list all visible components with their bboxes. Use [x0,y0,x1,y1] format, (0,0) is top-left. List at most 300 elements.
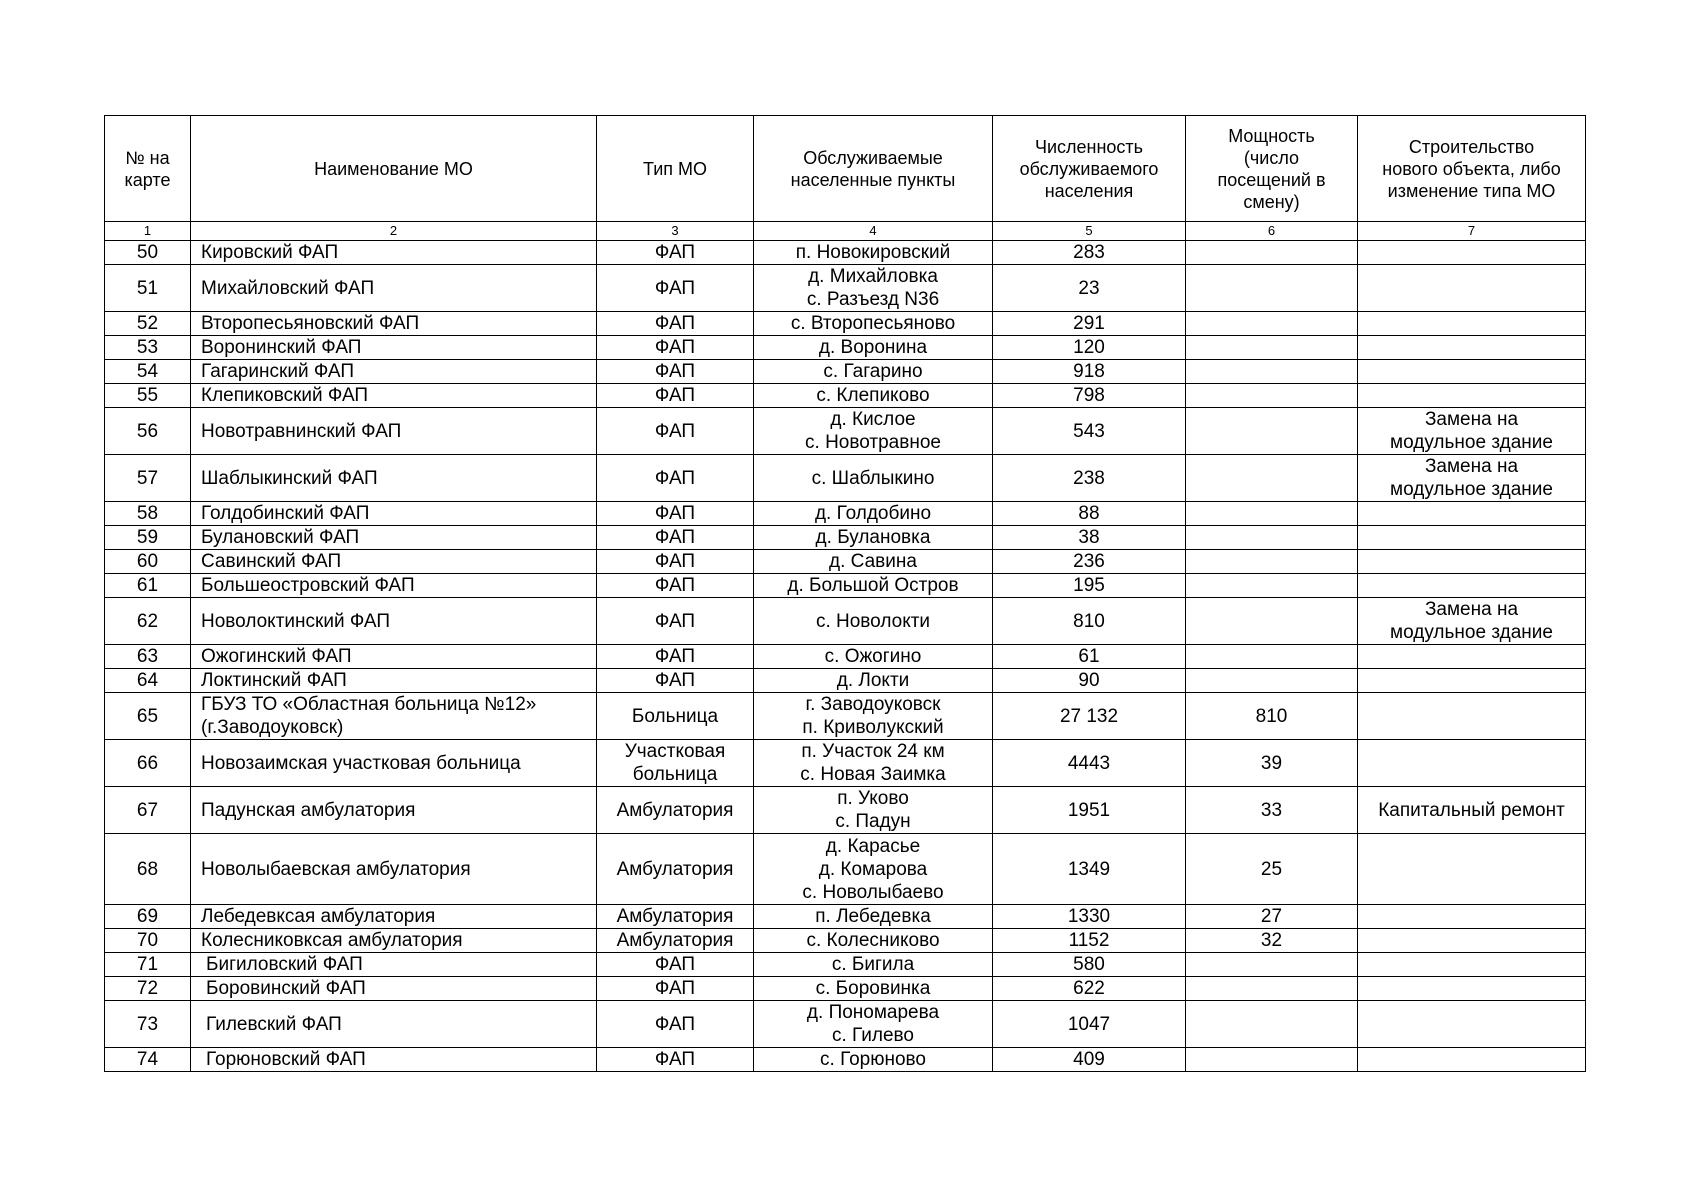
mo-type-cell [597,977,754,1001]
mo-type-cell [597,693,754,740]
settlement-line: г. Заводоуковск [805,694,941,715]
mo-type-cell [597,1048,754,1072]
settlements-cell [754,669,993,693]
settlement-line: с. Гилево [832,1025,914,1046]
mo-name-cell: Второпесьяновский ФАП [191,312,597,336]
settlements-cell [754,384,993,408]
mo-type-line: ФАП [654,526,696,548]
mo-type-line: ФАП [654,467,696,489]
construction-cell [1358,265,1586,312]
mo-type-cell [597,1001,754,1048]
construction-cell [1358,977,1586,1001]
table-row [105,953,1586,977]
construction-line: модульное здание [1390,432,1553,453]
col-map-number-header-line: карте [124,169,171,190]
mo-name-cell: Новолоктинский ФАП [191,598,597,645]
mo-type-cell [597,953,754,977]
col-map-number-header [105,116,191,222]
capacity-cell [1186,360,1358,384]
mo-name-cell [191,693,597,740]
settlements-cell [754,360,993,384]
mo-type-cell [597,526,754,550]
construction-cell [1358,1001,1586,1048]
capacity-cell [1186,1048,1358,1072]
col-construction-header-line: Строительство [1408,136,1535,157]
construction-cell [1358,502,1586,526]
column-number: 1 [105,222,191,241]
settlement-line: с. Гагарино [823,360,923,382]
map-number-cell: 70 [105,929,191,953]
mo-type-line: ФАП [654,312,696,334]
mo-type-line: ФАП [654,1048,696,1070]
map-number-cell: 66 [105,740,191,787]
map-number-cell: 68 [105,834,191,905]
mo-name-cell: Бигиловский ФАП [191,953,597,977]
mo-type-line: ФАП [654,610,696,632]
mo-name-cell: Голдобинский ФАП [191,502,597,526]
col-population-header-line: населения [1044,180,1134,201]
population-cell: 1349 [993,834,1186,905]
construction-cell [1358,408,1586,455]
capacity-cell: 39 [1186,740,1358,787]
population-cell: 38 [993,526,1186,550]
population-cell: 90 [993,669,1186,693]
settlements-cell [754,1048,993,1072]
mo-name-cell: Новотравнинский ФАП [191,408,597,455]
settlement-line: с. Клепиково [816,384,930,406]
capacity-cell [1186,550,1358,574]
map-number-cell: 54 [105,360,191,384]
construction-cell [1358,574,1586,598]
col-population-header-line: Численность [1034,136,1144,157]
mo-type-cell [597,740,754,787]
table-row [105,312,1586,336]
mo-type-line: Амбулатория [616,799,734,821]
settlements-cell [754,1001,993,1048]
capacity-cell: 33 [1186,787,1358,834]
column-numbers-row [105,222,1586,241]
mo-type-line: ФАП [654,977,696,999]
population-cell: 798 [993,384,1186,408]
mo-type-cell [597,408,754,455]
mo-type-line: ФАП [654,953,696,975]
mo-type-cell [597,384,754,408]
settlement-line: с. Шаблыкино [811,467,935,489]
mo-name-cell: Локтинский ФАП [191,669,597,693]
construction-cell [1358,1048,1586,1072]
table-row [105,336,1586,360]
construction-cell [1358,693,1586,740]
table-row [105,929,1586,953]
col-capacity-header-line: посещений в [1217,169,1326,190]
table-row [105,905,1586,929]
settlements-cell [754,526,993,550]
mo-name-cell: Ожогинский ФАП [191,645,597,669]
mo-type-cell [597,834,754,905]
col-map-number-header-line: № на [125,147,170,168]
mo-type-line: Больница [631,705,719,727]
capacity-cell [1186,312,1358,336]
column-number: 7 [1358,222,1586,241]
settlements-cell [754,502,993,526]
settlement-line: с. Бигила [831,953,915,975]
mo-name-cell: Лебедевксая амбулатория [191,905,597,929]
population-cell: 283 [993,241,1186,265]
construction-cell [1358,360,1586,384]
column-number: 4 [754,222,993,241]
mo-type-cell [597,312,754,336]
mo-type-line: ФАП [654,277,696,299]
col-mo-type-header-line: Тип МО [642,158,707,179]
col-construction-header [1358,116,1586,222]
settlement-line: д. Савина [829,550,917,572]
mo-type-line: ФАП [654,384,696,406]
table-row [105,384,1586,408]
map-number-cell: 60 [105,550,191,574]
mo-type-cell [597,550,754,574]
table-body [105,241,1586,1072]
col-mo-name-header [191,116,597,222]
settlement-line: д. Михайловка [808,266,938,287]
mo-name-cell: Гагаринский ФАП [191,360,597,384]
construction-cell [1358,645,1586,669]
mo-type-cell [597,645,754,669]
mo-type-cell [597,265,754,312]
settlement-line: с. Новолокти [815,610,931,632]
map-number-cell: 65 [105,693,191,740]
table-row [105,526,1586,550]
map-number-cell: 63 [105,645,191,669]
settlement-line: с. Новая Заимка [800,764,946,785]
mo-name-cell: Новозаимская участковая больница [191,740,597,787]
mo-name-cell: Булановский ФАП [191,526,597,550]
column-number: 2 [191,222,597,241]
mo-type-cell [597,787,754,834]
mo-name-cell: Шаблыкинский ФАП [191,455,597,502]
population-cell: 195 [993,574,1186,598]
capacity-cell [1186,336,1358,360]
construction-line: Капитальный ремонт [1378,799,1565,821]
construction-cell [1358,598,1586,645]
capacity-cell [1186,669,1358,693]
construction-cell [1358,787,1586,834]
settlement-line: с. Падун [835,811,911,832]
population-cell: 238 [993,455,1186,502]
construction-cell [1358,953,1586,977]
col-capacity-header-line: смену) [1243,191,1300,212]
construction-line: Замена на [1424,599,1519,620]
settlements-cell [754,455,993,502]
settlement-line: д. Локти [836,669,910,691]
map-number-cell: 52 [105,312,191,336]
capacity-cell [1186,574,1358,598]
construction-cell [1358,929,1586,953]
settlements-cell [754,740,993,787]
mo-type-line: Амбулатория [616,929,734,951]
map-number-cell: 53 [105,336,191,360]
mo-type-cell [597,598,754,645]
col-mo-type-header [597,116,754,222]
mo-type-line: ФАП [654,420,696,442]
mo-type-line: ФАП [654,241,696,263]
mo-type-line: больница [632,764,718,785]
capacity-cell: 32 [1186,929,1358,953]
settlements-cell [754,977,993,1001]
table-row [105,1048,1586,1072]
population-cell: 1047 [993,1001,1186,1048]
mo-type-cell [597,574,754,598]
construction-cell [1358,312,1586,336]
map-number-cell: 69 [105,905,191,929]
settlement-line: с. Разъезд N36 [806,289,940,310]
settlement-line: с. Ожогино [824,645,922,667]
map-number-cell: 71 [105,953,191,977]
mo-type-line: ФАП [654,336,696,358]
col-construction-header-line: изменение типа МО [1387,180,1556,201]
map-number-cell: 55 [105,384,191,408]
map-number-cell: 59 [105,526,191,550]
construction-line: модульное здание [1390,479,1553,500]
map-number-cell: 74 [105,1048,191,1072]
mo-type-line: ФАП [654,360,696,382]
table-row [105,502,1586,526]
map-number-cell: 58 [105,502,191,526]
table-row [105,241,1586,265]
population-cell: 580 [993,953,1186,977]
map-number-cell: 73 [105,1001,191,1048]
mo-name-cell: Боровинский ФАП [191,977,597,1001]
capacity-cell: 27 [1186,905,1358,929]
population-cell: 1330 [993,905,1186,929]
mo-name-line: (г.Заводоуковск) [201,717,344,738]
settlements-cell [754,336,993,360]
settlements-cell [754,905,993,929]
settlements-cell [754,598,993,645]
settlement-line: п. Уково [837,788,909,809]
settlement-line: д. Большой Остров [787,574,959,596]
table-row [105,977,1586,1001]
map-number-cell: 64 [105,669,191,693]
settlements-cell [754,312,993,336]
capacity-cell [1186,977,1358,1001]
mo-type-line: Амбулатория [616,905,734,927]
mo-type-line: Участковая [624,741,726,762]
capacity-cell [1186,526,1358,550]
capacity-cell [1186,455,1358,502]
construction-line: Замена на [1424,409,1519,430]
population-cell: 88 [993,502,1186,526]
population-cell: 810 [993,598,1186,645]
settlement-line: д. Воронина [818,336,928,358]
settlements-cell [754,834,993,905]
capacity-cell [1186,502,1358,526]
settlement-line: с. Новотравное [805,432,941,453]
settlement-line: с. Второпесьяново [790,312,956,334]
col-population-header-line: обслуживаемого [1019,158,1159,179]
column-number: 5 [993,222,1186,241]
col-construction-header-line: нового объекта, либо [1382,158,1561,179]
settlements-cell [754,408,993,455]
settlements-cell [754,693,993,740]
mo-name-cell: Савинский ФАП [191,550,597,574]
mo-type-cell [597,336,754,360]
table-row [105,455,1586,502]
population-cell: 918 [993,360,1186,384]
construction-cell [1358,336,1586,360]
table-row [105,574,1586,598]
settlement-line: д. Булановка [815,526,931,548]
settlements-cell [754,241,993,265]
table-row [105,740,1586,787]
mo-name-cell: Новолыбаевская амбулатория [191,834,597,905]
mo-name-cell: Клепиковский ФАП [191,384,597,408]
capacity-cell [1186,408,1358,455]
population-cell: 61 [993,645,1186,669]
mo-type-cell [597,905,754,929]
settlements-cell [754,953,993,977]
mo-type-line: ФАП [654,669,696,691]
map-number-cell: 51 [105,265,191,312]
mo-name-cell: Колесниковксая амбулатория [191,929,597,953]
construction-line: модульное здание [1390,622,1553,643]
table-row [105,550,1586,574]
population-cell: 4443 [993,740,1186,787]
settlement-line: с. Новолыбаево [802,881,944,903]
table-row [105,1001,1586,1048]
mo-name-cell: Большеостровский ФАП [191,574,597,598]
population-cell: 23 [993,265,1186,312]
col-population-header [993,116,1186,222]
mo-type-cell [597,929,754,953]
table-row [105,669,1586,693]
mo-type-cell [597,502,754,526]
mo-type-line: ФАП [654,550,696,572]
capacity-cell: 25 [1186,834,1358,905]
settlement-line: д. Голдобино [814,502,932,524]
document-sheet [104,115,1585,1072]
population-cell: 622 [993,977,1186,1001]
mo-name-cell: Михайловский ФАП [191,265,597,312]
mo-type-line: Амбулатория [616,858,734,880]
map-number-cell: 67 [105,787,191,834]
col-settlements-header-line: населенные пункты [790,169,956,190]
col-capacity-header [1186,116,1358,222]
facilities-table [104,115,1586,1072]
table-row [105,598,1586,645]
mo-type-cell [597,669,754,693]
table-row [105,360,1586,384]
settlement-line: п. Новокировский [795,241,951,263]
mo-type-cell [597,241,754,265]
col-capacity-header-line: Мощность [1228,125,1315,146]
mo-name-cell: Падунская амбулатория [191,787,597,834]
mo-name-cell: Горюновский ФАП [191,1048,597,1072]
capacity-cell [1186,241,1358,265]
settlements-cell [754,787,993,834]
settlement-line: д. Карасье [825,835,921,857]
construction-cell [1358,669,1586,693]
mo-type-cell [597,360,754,384]
table-row [105,265,1586,312]
map-number-cell: 57 [105,455,191,502]
population-cell: 543 [993,408,1186,455]
construction-cell [1358,550,1586,574]
mo-name-line: ГБУЗ ТО «Областная больница №12» [201,694,537,715]
table-row [105,693,1586,740]
construction-cell [1358,241,1586,265]
construction-cell [1358,740,1586,787]
mo-type-line: ФАП [654,645,696,667]
table-row [105,787,1586,834]
population-cell: 1152 [993,929,1186,953]
col-mo-name-header-line: Наименование МО [314,158,473,179]
construction-cell [1358,455,1586,502]
settlement-line: п. Участок 24 км [801,741,945,762]
settlements-cell [754,645,993,669]
settlement-line: п. Криволукский [802,717,944,738]
capacity-cell [1186,1001,1358,1048]
capacity-cell [1186,384,1358,408]
col-settlements-header-line: Обслуживаемые [803,147,943,168]
settlement-line: с. Боровинка [815,977,931,999]
col-capacity-header-line: (число [1243,147,1300,168]
capacity-cell: 810 [1186,693,1358,740]
mo-type-cell [597,455,754,502]
construction-line: Замена на [1424,456,1519,477]
mo-type-line: ФАП [654,1013,696,1035]
mo-type-line: ФАП [654,502,696,524]
map-number-cell: 50 [105,241,191,265]
table-row [105,408,1586,455]
capacity-cell [1186,645,1358,669]
map-number-cell: 72 [105,977,191,1001]
population-cell: 1951 [993,787,1186,834]
construction-cell [1358,905,1586,929]
settlement-line: д. Кислое [830,409,916,430]
settlements-cell [754,574,993,598]
population-cell: 236 [993,550,1186,574]
construction-cell [1358,834,1586,905]
population-cell: 27 132 [993,693,1186,740]
construction-cell [1358,526,1586,550]
column-number: 3 [597,222,754,241]
column-number: 6 [1186,222,1358,241]
table-row [105,834,1586,905]
map-number-cell: 61 [105,574,191,598]
settlement-line: п. Лебедевка [815,905,931,927]
map-number-cell: 62 [105,598,191,645]
col-settlements-header [754,116,993,222]
settlement-line: д. Пономарева [806,1002,940,1023]
capacity-cell [1186,265,1358,312]
capacity-cell [1186,953,1358,977]
settlements-cell [754,265,993,312]
table-row [105,645,1586,669]
population-cell: 291 [993,312,1186,336]
settlement-line: с. Горюново [820,1048,926,1070]
construction-cell [1358,384,1586,408]
mo-type-line: ФАП [654,574,696,596]
population-cell: 120 [993,336,1186,360]
map-number-cell: 56 [105,408,191,455]
settlement-line: д. Комарова [818,858,928,880]
capacity-cell [1186,598,1358,645]
settlements-cell [754,550,993,574]
mo-name-cell: Воронинский ФАП [191,336,597,360]
header-row [105,116,1586,222]
mo-name-cell: Кировский ФАП [191,241,597,265]
settlement-line: с. Колесниково [806,929,940,951]
